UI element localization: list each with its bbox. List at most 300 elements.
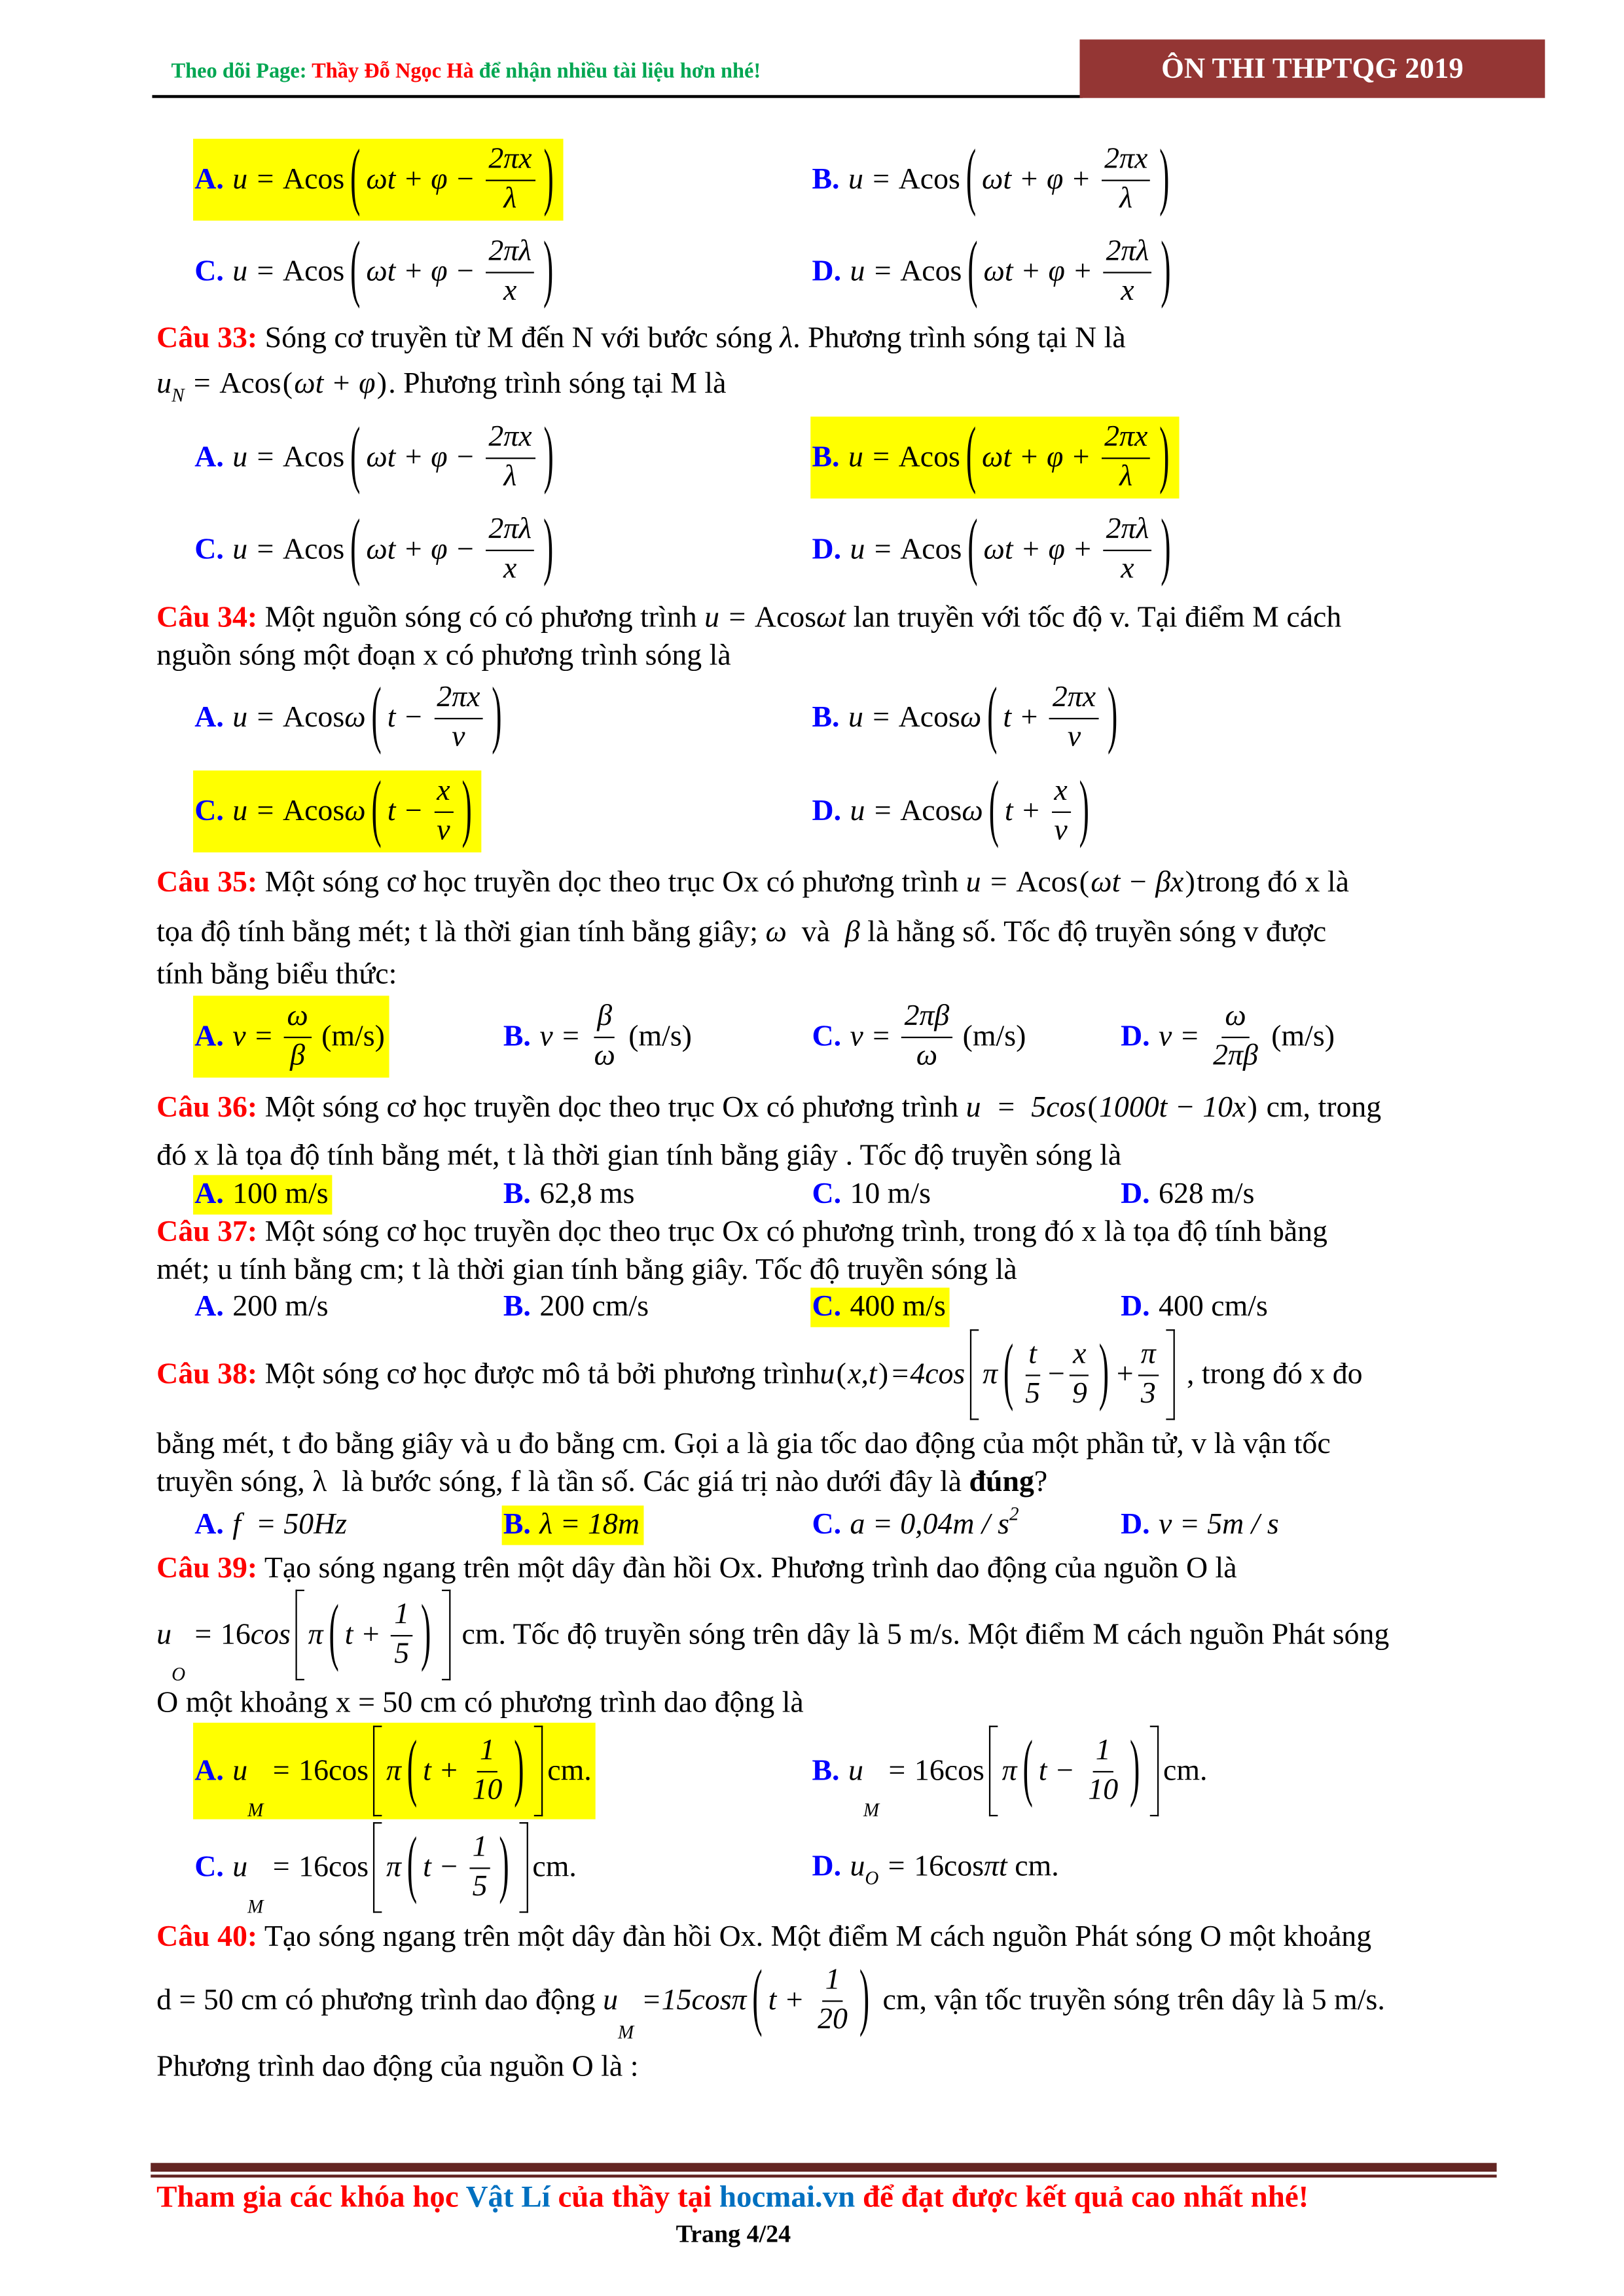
footer-site-link[interactable]: hocmai.vn [719,2179,856,2214]
q37-option-d[interactable] [1121,1291,1268,1324]
math-row [1119,181,1132,218]
math-text: =4cos [890,1357,965,1390]
q37-text-line [156,1216,1327,1249]
math-row [488,512,532,549]
right-parenthesis: ) [1098,1333,1109,1413]
fraction-numerator [486,234,535,272]
math-text: ω [344,701,366,734]
math-formula [603,1958,875,2043]
math-text: u [850,1850,865,1883]
math-text: β [844,916,860,949]
right-parenthesis: ) [543,137,554,219]
math-text: 2πx [488,421,532,454]
math-text: t + [1003,701,1047,734]
fraction-numerator [391,1597,412,1636]
math-text: ωt + φ − [366,533,483,565]
math-row [1039,1732,1124,1809]
header-suffix: để nhận nhiều tài liệu hơn nhé! [473,60,761,84]
math-text: π [308,1618,323,1651]
option-letter: D. [812,533,842,565]
math-row [308,1592,437,1674]
right-parenthesis: ) [1108,675,1118,757]
text-segment: 10 m/s [850,1177,931,1210]
math-row [820,1329,1179,1420]
q34-text-line [156,601,1341,635]
math-fraction [1022,1336,1043,1413]
right-bracket [1166,1329,1174,1420]
q34-option-a[interactable] [194,675,507,757]
math-text: 1 [480,1734,495,1767]
q32-option-c[interactable] [194,230,559,311]
math-formula [850,230,1176,311]
text-segment: 400 m/s [850,1290,946,1323]
fraction-denominator [913,1037,940,1075]
math-text: − [1046,1357,1066,1390]
math-formula [1159,999,1264,1075]
fraction-denominator [287,1037,308,1075]
q37-option-b[interactable] [503,1291,649,1324]
math-text: ω [960,701,982,734]
math-row [1054,812,1067,850]
q33-option-d[interactable] [812,507,1176,588]
text-segment: d = 50 cm có phương trình dao động [156,1983,604,2017]
right-parenthesis: ) [421,1592,431,1674]
option-letter: C. [812,1508,842,1541]
fraction-numerator [594,999,615,1037]
q34-option-b[interactable] [812,675,1123,757]
question-label: Câu 39: [156,1552,258,1585]
math-text: ωt + φ + [982,440,1099,473]
math-text: x [1054,774,1068,808]
left-bracket [969,1329,978,1420]
math-text: u [156,1618,172,1651]
math-row [366,512,537,588]
option-letter: B. [812,440,840,473]
q32-option-b[interactable] [812,137,1175,219]
option-letter: B. [503,1508,531,1541]
text-segment: O một khoảng x = 50 cm có phương trình dao động là [156,1687,804,1719]
fraction-numerator [1070,1336,1089,1375]
text-segment: là hằng số. Tốc độ truyền sóng v được [859,916,1327,949]
math-fraction [1210,999,1261,1075]
q35-option-b[interactable] [503,999,692,1075]
math-row [984,234,1155,310]
math-row [488,141,532,179]
math-text: x,t [848,1357,877,1390]
math-formula [848,137,1175,219]
math-fraction [469,1732,505,1809]
math-fraction [434,774,453,850]
math-row [452,719,465,756]
q33-option-a[interactable] [194,416,559,497]
math-text: β [597,1000,613,1033]
math-text: u = [848,163,899,196]
math-fraction [1051,774,1070,850]
option-letter: C. [194,533,224,565]
q36-option-c[interactable] [812,1178,930,1211]
footer-divider [151,2163,1496,2172]
math-text: u = [848,440,899,473]
fraction-numerator [469,1829,490,1868]
q38-option-b[interactable] [502,1505,644,1545]
q35-option-a[interactable] [193,996,389,1078]
math-row [850,230,1176,311]
q35-text-line [156,916,1326,950]
math-row [480,1732,495,1770]
left-parenthesis: ( [406,1825,418,1906]
footer-subject: Vật Lí [465,2179,550,2214]
right-parenthesis: ) [1161,507,1171,588]
question-label: Câu 34: [156,601,258,634]
math-text-roman: Acos [283,163,345,196]
math-text: 5 [1025,1376,1041,1409]
math-row [1019,1336,1093,1413]
fraction-numerator [434,774,453,812]
math-text-roman: Acos [898,163,960,196]
left-parenthesis: ( [350,416,361,497]
math-text: t [1028,1338,1037,1371]
text-segment: cm, trong [1259,1091,1382,1124]
math-formula [966,867,1197,900]
math-text: π [1140,1338,1156,1371]
math-row [916,1037,937,1075]
right-parenthesis: ) [499,1825,509,1906]
math-row [1104,141,1147,179]
fraction-denominator [469,1772,505,1809]
math-text: 10 [1088,1773,1119,1806]
math-row [437,680,480,717]
q38-option-d[interactable] [1121,1509,1279,1542]
math-row [232,137,559,219]
math-text: ωt + φ + [983,255,1100,288]
math-formula [232,137,559,219]
math-text: 1 [472,1831,488,1863]
math-formula [232,416,559,497]
fraction-numerator [822,1962,843,2001]
q38-option-a[interactable] [194,1509,347,1542]
fraction-denominator [434,812,453,850]
left-parenthesis: ( [1087,1091,1098,1124]
q39-option-b[interactable] [812,1726,1208,1821]
math-row [1213,1037,1258,1075]
option-letter: A. [194,1290,224,1323]
math-text: 2πx [488,143,532,175]
right-parenthesis: ) [1185,866,1195,899]
fraction-denominator [469,1868,490,1905]
text-segment: (m/s) [621,1020,692,1052]
math-text-roman: cm. [547,1754,592,1787]
q37-option-c[interactable] [810,1287,950,1327]
q39-option-d[interactable] [812,1850,1059,1889]
math-text: 1000t − 10x [1099,1091,1246,1124]
option-letter: D. [812,795,842,827]
math-text: 1 [1095,1734,1111,1767]
q36-option-d[interactable] [1121,1178,1254,1211]
fraction-denominator [1117,181,1136,218]
math-row [1096,1732,1111,1770]
option-letter: C. [194,1850,224,1883]
q39-option-a[interactable] [193,1723,596,1819]
left-parenthesis: ( [1022,1729,1033,1810]
math-text: ωt + φ − [366,163,483,196]
option-letter: B. [503,1177,531,1210]
math-text: 3 [1140,1376,1156,1409]
q37-option-a[interactable] [194,1291,328,1324]
fraction-numerator [486,420,535,458]
right-parenthesis: ) [514,1729,524,1810]
q39-text-line [156,1552,1236,1586]
math-row [850,1502,1019,1542]
math-text: cos [250,1618,291,1651]
text-segment: 62,8 ms [539,1177,635,1210]
math-row [1068,719,1081,756]
left-parenthesis: ( [965,416,977,497]
right-parenthesis: ) [543,230,554,311]
footer-part1: Tham gia các khóa học [156,2179,466,2214]
fraction-numerator [1103,234,1152,272]
math-text: v = 5m / s [1159,1508,1279,1541]
math-row [232,507,559,588]
fraction-denominator [1118,550,1137,588]
fraction-denominator [1117,458,1136,495]
math-formula [780,323,793,356]
math-text: v [1067,720,1081,753]
fraction-numerator [486,141,535,180]
math-row [983,1333,1162,1413]
header-follow-text [171,60,761,85]
math-text: ωt + φ − [366,255,483,288]
q37-text-line [156,1254,1017,1287]
math-row [1054,774,1067,811]
q38-option-c[interactable] [812,1502,1019,1542]
math-formula [850,507,1176,588]
math-text: t + [344,1618,389,1651]
math-text: 2πx [1052,681,1096,714]
fraction-denominator [501,181,520,218]
math-row [597,999,612,1036]
left-parenthesis: ( [967,507,978,588]
fraction-numerator [1102,420,1151,458]
q40-text-line [156,1958,1385,2043]
math-row [232,999,314,1075]
math-text: 2πx [1104,143,1148,175]
math-formula [850,1850,1059,1889]
text-segment: 200 cm/s [539,1290,649,1323]
fraction-numerator [1049,680,1098,719]
left-bracket [373,1822,382,1913]
header-divider [152,95,1083,98]
q36-option-a[interactable] [193,1175,333,1214]
math-row [1001,1729,1146,1810]
left-bracket [989,1726,998,1817]
right-parenthesis: ) [543,507,554,588]
math-row [386,1825,515,1906]
page-number: Trang 4/24 [676,2219,791,2248]
q39-option-c[interactable] [194,1822,577,1918]
math-text: ωt + φ + [982,163,1099,196]
text-segment: Một sóng cơ học truyền dọc theo trục Ox có phương trình [257,1091,966,1124]
q34-option-d[interactable] [812,769,1094,850]
footer-part3: để đạt được kết quả cao nhất nhé! [855,2179,1309,2214]
option-letter: B. [503,1020,531,1052]
math-text: u = [232,795,283,827]
math-row [1099,1092,1246,1125]
math-text-roman: Acos [900,255,962,288]
math-text: ωt + φ [294,367,376,401]
right-parenthesis: ) [1247,1091,1257,1124]
math-subscript: M [247,1895,264,1918]
fraction-denominator [1210,1037,1261,1075]
option-letter: A. [194,1020,224,1052]
math-row [768,1962,854,2039]
math-text: β [290,1039,305,1071]
fraction-denominator [1064,719,1083,756]
left-bracket [295,1590,304,1681]
math-text: t − [387,795,431,827]
math-text: 2πλ [488,512,532,546]
math-row [1091,867,1183,900]
math-text-roman: cm. [1163,1754,1208,1787]
math-text: t − [1038,1754,1083,1787]
right-parenthesis: ) [1159,137,1170,219]
q35-option-c[interactable] [812,999,1026,1075]
left-parenthesis: ( [988,769,999,850]
math-fraction [1049,680,1098,757]
math-text: v [1054,814,1068,846]
math-text: x [1121,274,1134,307]
math-text-roman: 16cos [298,1850,369,1883]
math-row [1119,458,1132,495]
math-row [1005,774,1074,850]
text-segment: Phương trình dao động của nguồn O là : [156,2051,639,2083]
math-text: x [1073,1338,1087,1371]
left-parenthesis: ( [1079,866,1090,899]
right-bracket [441,1590,450,1681]
math-subscript: O [171,1662,186,1685]
math-row [848,1358,877,1391]
fraction-denominator [501,458,520,495]
math-fraction [815,1962,851,2039]
math-text: ωt − βx [1091,866,1184,899]
math-fraction [486,512,535,588]
math-row [966,867,1197,900]
math-row [156,367,388,406]
math-row [1121,550,1134,588]
math-text: π [386,1754,401,1787]
math-row [504,181,517,218]
math-row [488,234,532,271]
option-letter: A. [194,163,224,196]
math-text: 2πλ [488,235,532,268]
math-row [488,420,532,457]
math-row [232,1509,347,1542]
math-row [848,1726,1208,1821]
math-text: ωt + φ + [983,533,1100,565]
math-row [473,1829,488,1867]
right-parenthesis: ) [543,416,554,497]
math-formula [232,230,559,311]
question-label: Câu 33: [156,322,258,355]
math-fraction [391,1597,412,1674]
math-formula [848,1726,1208,1821]
math-text: u [156,367,172,401]
question-label: Câu 37: [156,1215,258,1249]
math-formula [704,601,846,635]
q36-option-b[interactable] [503,1178,635,1211]
text-segment: Một nguồn sóng có có phương trình [257,601,705,634]
left-parenthesis: ( [371,675,382,757]
math-formula [850,769,1094,850]
math-fraction [1069,1336,1090,1413]
q34-option-c[interactable] [193,770,482,853]
math-text: a = 0,04m / s [850,1508,1009,1541]
option-letter: A. [194,440,224,473]
footer-part2: của thầy tại [550,2179,719,2214]
math-formula [845,916,860,950]
math-text: u = 5cos [965,1091,1087,1124]
option-letter: A. [194,1754,224,1787]
left-parenthesis: ( [752,1958,763,2039]
math-text-roman: Acos [900,795,962,827]
math-text: u [848,1754,863,1787]
q32-option-a[interactable] [193,139,564,221]
right-parenthesis: ) [1079,769,1089,850]
text-segment: tọa độ tính bằng mét; t là thời gian tính bằng giây; [156,916,766,949]
math-formula [232,507,559,588]
math-formula [232,1726,592,1821]
text-segment: Tạo sóng ngang trên một dây đàn hồi Ox. Phương trình dao động của nguồn O là [257,1552,1237,1585]
question-label: Câu 38: [156,1357,258,1390]
option-letter: D. [812,1850,842,1883]
math-formula [850,999,955,1075]
fraction-numerator [434,680,483,719]
right-parenthesis: ) [1159,416,1170,497]
math-fraction [591,999,618,1075]
q39-text-line [156,1590,1390,1685]
q33-option-c[interactable] [194,507,559,588]
text-segment: lan truyền với tốc độ v. Tại điểm M cách [846,601,1342,634]
math-text-roman: 16cos [914,1850,984,1883]
math-text: ω [287,1000,308,1033]
math-row [232,1822,577,1918]
q39-text-line [156,1687,804,1720]
q32-option-d[interactable] [812,230,1176,311]
math-text: 5 [394,1637,410,1670]
math-text: 2πx [1104,421,1148,454]
math-row [1028,1336,1037,1374]
math-text: 20 [818,2003,848,2036]
text-segment: cm. Tốc độ truyền sóng trên dây là 5 m/s. Một điểm M cách nguồn Phát sóng [454,1618,1390,1651]
math-row [232,675,507,757]
math-text: π [386,1850,401,1883]
fraction-numerator [1222,999,1249,1037]
math-fraction [901,999,952,1075]
q35-option-d[interactable] [1121,999,1335,1075]
math-row [1072,1375,1087,1412]
math-text: x [503,274,517,307]
fraction-numerator [284,999,311,1037]
q34-text-line [156,640,731,673]
fraction-denominator [1138,1375,1159,1412]
math-row [539,1509,640,1542]
math-formula [850,1502,1019,1542]
math-row [1106,512,1149,549]
q33-option-b[interactable] [810,417,1180,499]
math-text: x [437,774,450,808]
math-row [1088,1772,1118,1809]
text-segment: 200 m/s [232,1290,329,1323]
math-fraction [486,141,535,218]
